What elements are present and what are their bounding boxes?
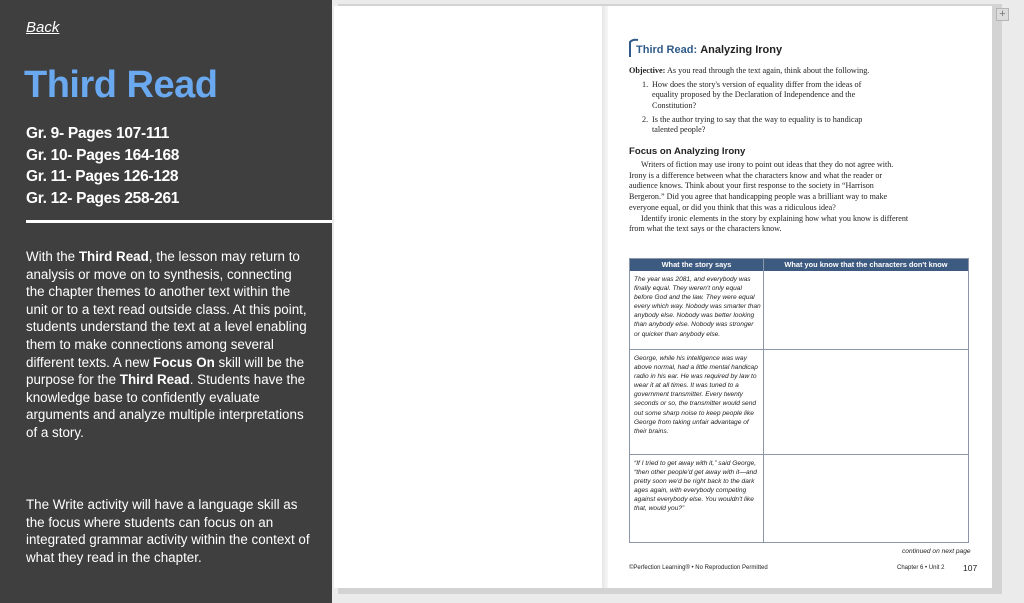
description-paragraph: With the Third Read, the lesson may return to analysis or move on to synthesis, connecting the chapter themes to another text within the unit or to a text read outside class. At this point, students understand the text at a level enabling them to make connections among several different texts. A new Focus On skill will be the purpose for the Third Read. Students have the knowledge base to confidently evaluate arguments and analyze multiple interpretations of a story. <box>26 249 307 440</box>
page-heading <box>636 44 782 56</box>
column-header: What the story says <box>661 260 732 269</box>
focus-body: Writers of fiction may use irony to point out ideas that they do not agree with. Irony is a difference between what the characters know and what the reader or audience knows. Think about your first response to the society in “Harrison Bergeron.” Did you agree that handicapping people was a brilliant way to make everyone equal, or did you think that this was a ridiculous idea? Identify ironic elements in the story by explaining how what you know is different from what the text says or the characters know. <box>629 160 909 234</box>
grade-pages-item: Gr. 9- Pages 107-111 <box>26 125 170 142</box>
grade-pages-item: Gr. 12- Pages 258-261 <box>26 190 180 208</box>
info-sidebar <box>0 0 332 603</box>
page-number: 107 <box>963 563 978 573</box>
back-link[interactable]: Back <box>26 19 60 36</box>
focus-heading: Focus on Analyzing Irony <box>629 146 746 157</box>
column-header: What you know that the characters don't know <box>784 260 948 269</box>
zoom-in-icon[interactable]: + <box>996 8 1009 21</box>
grade-pages-item: Gr. 10- Pages 164-168 <box>26 146 180 164</box>
page-title: Third Read <box>24 64 218 106</box>
row-divider <box>630 349 968 350</box>
blank-left-page <box>334 6 602 588</box>
divider <box>26 220 332 223</box>
row-divider <box>630 454 968 455</box>
heading-text: Analyzing Irony <box>700 44 783 56</box>
irony-table <box>629 258 969 543</box>
grade-pages-item: Gr. 11- Pages 126-128 <box>26 168 179 186</box>
table-cell: The year was 2081, and everybody was finally equal. They weren't only equal before God and the law. They were equal every which way. Nobody was smarter than anybody else. Nobody was better looking than anybody else. Nobody was stronger or quicker than anybody else. <box>634 276 761 338</box>
table-header <box>630 259 968 271</box>
heading-label: Third Read: <box>636 44 698 56</box>
grade-pages-list <box>26 123 179 210</box>
copyright-footer: ©Perfection Learning® • No Reproduction Permitted <box>629 565 768 571</box>
continued-note: continued on next page <box>902 548 971 555</box>
column-divider <box>763 259 764 542</box>
chapter-footer: Chapter 6 • Unit 2 <box>897 565 945 571</box>
objective: Objective: As you read through the text again, think about the following. <box>629 66 870 75</box>
write-activity-paragraph: The Write activity will have a language skill as the focus where students can focus on an integrated grammar activity within the context of what they read in the chapter. <box>26 497 310 565</box>
table-cell: George, while his intelligence was way above normal, had a little mental handicap radio in his ear. He was required by law to wear it at all times. It was tuned to a government transmitter. Every twenty seconds or so, the transmitter would send out some sharp noise to keep people like George from taking unfair advantage of their brains. <box>634 355 758 435</box>
table-cell: “If I tried to get away with it,” said George, “then other people'd get away with it—and pretty soon we'd be right back to the dark ages again, with everybody competing against everybody else. You wouldn't like that, would you?” <box>634 460 757 513</box>
